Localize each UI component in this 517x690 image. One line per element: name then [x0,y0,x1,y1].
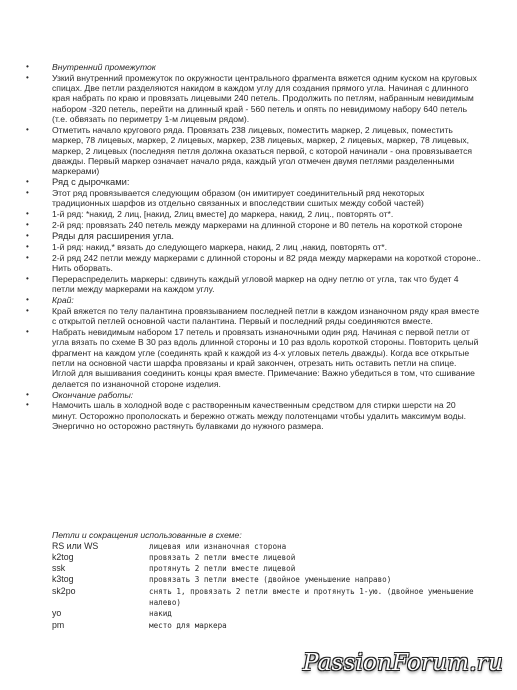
bullet-icon: • [26,209,29,219]
bullet-icon: • [26,273,29,283]
legend-description: накид [149,609,172,619]
bullet-icon: • [26,241,29,251]
item-text: Ряды для расширения угла. [52,229,175,241]
bullet-icon: • [26,62,29,71]
legend-description: снять 1, провязать 2 петли вместе и протянуть 1-ую. (двойное уменьшение налево) [149,586,474,607]
instruction-list [26,62,481,432]
bullet-icon: • [26,124,29,134]
item-text: 2-й ряд: провязать 240 петель между маркерами на длинной стороне и 80 петель на короткой стороне [52,220,463,231]
list-item [26,242,481,252]
watermark-logo: PassionForum.ru [302,650,503,676]
legend-description: лицевая или изнаночная сторона [149,541,287,551]
legend-description: место для маркера [149,620,227,630]
list-item [26,209,481,219]
legend-description: провязать 2 петли вместе лицевой [149,552,296,562]
bullet-icon: • [26,400,29,410]
list-item [26,253,481,274]
bullet-icon: • [26,295,29,305]
legend-description: протянуть 2 петли вместе лицевой [149,564,296,574]
list-item [26,177,481,187]
legend-term: pm [52,619,65,630]
list-item [26,231,481,241]
list-item [26,306,481,327]
abbreviations-legend [52,530,492,631]
item-text: 1-й ряд: *накид, 2 лиц, [накид, 2лиц вместе] до маркера, накид, 2 лиц., повторять от*. [52,209,394,220]
list-item [26,274,481,295]
item-text: Окончание работы: [52,389,134,400]
item-text: Внутренний промежуток [52,62,156,72]
bullet-icon: • [26,389,29,399]
legend-term: yo [52,608,62,619]
legend-row [52,608,492,619]
list-item [26,125,481,176]
list-item [26,295,481,305]
legend-row [52,574,492,585]
list-item [26,400,481,431]
legend-term: k3tog [52,574,74,585]
item-text: Ряд с дырочками: [52,176,130,188]
legend-term: RS или WS [52,540,99,551]
item-text: Край: [52,295,74,306]
bullet-icon: • [26,230,29,240]
list-item [26,327,481,389]
legend-row [52,563,492,574]
item-text: Перераспределить маркеры: сдвинуть каждый угловой маркер на одну петлю от угла, так что будет 4 петли между маркерами на каждом углу. [52,273,459,295]
item-text: 1-й ряд: накид,* вязать до следующего маркера, накид, 2 лиц ,накид, повторять от*. [52,241,388,252]
legend-term: sk2po [52,585,76,596]
legend-title: Петли и сокращения использованные в схеме: [52,530,242,540]
item-text: Край вяжется по телу палантина провязыванием последней петли в каждом изнаночном ряду края вместе с открытой петлей основной части палантина. Первый и последний ряды соединяются вместе. [52,305,480,327]
bullet-icon: • [26,220,29,230]
item-text: Этот ряд провязывается следующим образом (он имитирует соединительный ряд некоторых традиционных шарфов из отдельно связанных и впоследствии сшитых между собой частей) [52,187,425,209]
list-item [26,220,481,230]
list-item [26,390,481,400]
legend-row [52,541,492,552]
bullet-icon: • [26,187,29,197]
legend-term: ssk [52,563,66,574]
list-item [26,73,481,124]
item-text: Намочить шаль в холодной воде с растворенным качественным средством для стирки шерсти на 20 минут. Осторожно прополоскать и бережно отжать между полотенцами чтобы удалить максимум воды. Энергично но осторожно растянуть булавками до нужного размера. [52,400,467,431]
legend-description: провязать 3 петли вместе (двойное уменьшение направо) [149,575,392,585]
item-text: Узкий внутренний промежуток по окружности центрального фрагмента вяжется одним куском на круговых спицах. Две петли разделяются накидом в каждом углу для создания прямого угла. Начиная с длинного края набрать по краю и провязать лицевыми 240 петель. Продолжить по петлям, набранным невидимым набором -320 петель, перейти на длинный край - 560 петель и опять по невидимому набору 640 петель (т.е. обвязать по периметру 1-м лицевым рядом). [52,72,477,125]
list-item [26,62,481,72]
bullet-icon: • [26,305,29,315]
bullet-icon: • [26,177,29,187]
legend-row [52,552,492,563]
item-text: Отметить начало кругового ряда. Провязать 238 лицевых, поместить маркер, 2 лицевых, поместить маркер, 78 лицевых, маркер, 2 лицевых, маркер, 238 лицевых, маркер, 2 лицевых, маркер, 78 лицевых, маркер, 2 лицевых (последняя петля должна оказаться первой, с которой начинали - она провязывается дважды. Первый маркер означает начало ряда, каждый угол отмечен двумя петлями разделенными маркерами) [52,124,473,177]
legend-row [52,620,492,631]
legend-row [52,586,492,609]
bullet-icon: • [26,327,29,337]
legend-term: k2tog [52,551,74,562]
item-text: Набрать невидимым набором 17 петель и провязать изнаночными один ряд. Начиная с первой петли от угла вязать по схеме В 30 раз вдоль длинной стороны и 10 раз вдоль короткой стороны. Повторить целый фрагмент на каждом угле (соединять край к каждой из 4-х угловых петель дважды). Когда все открытые петли на основной части шарфа провязаны и край закончен, отрезать нить оставить петли на спице. Иглой для вышивания соединить концы края вместе. Примечание: Важно убедиться в том, что сшивание делается по изнаночной стороне изделия. [52,327,479,389]
list-item [26,188,481,209]
bullet-icon: • [26,72,29,82]
item-text: 2-й ряд 242 петли между маркерами с длинной стороны и 82 ряда между маркерами на короткой стороне.. Нить оборвать. [52,252,481,273]
bullet-icon: • [26,252,29,262]
